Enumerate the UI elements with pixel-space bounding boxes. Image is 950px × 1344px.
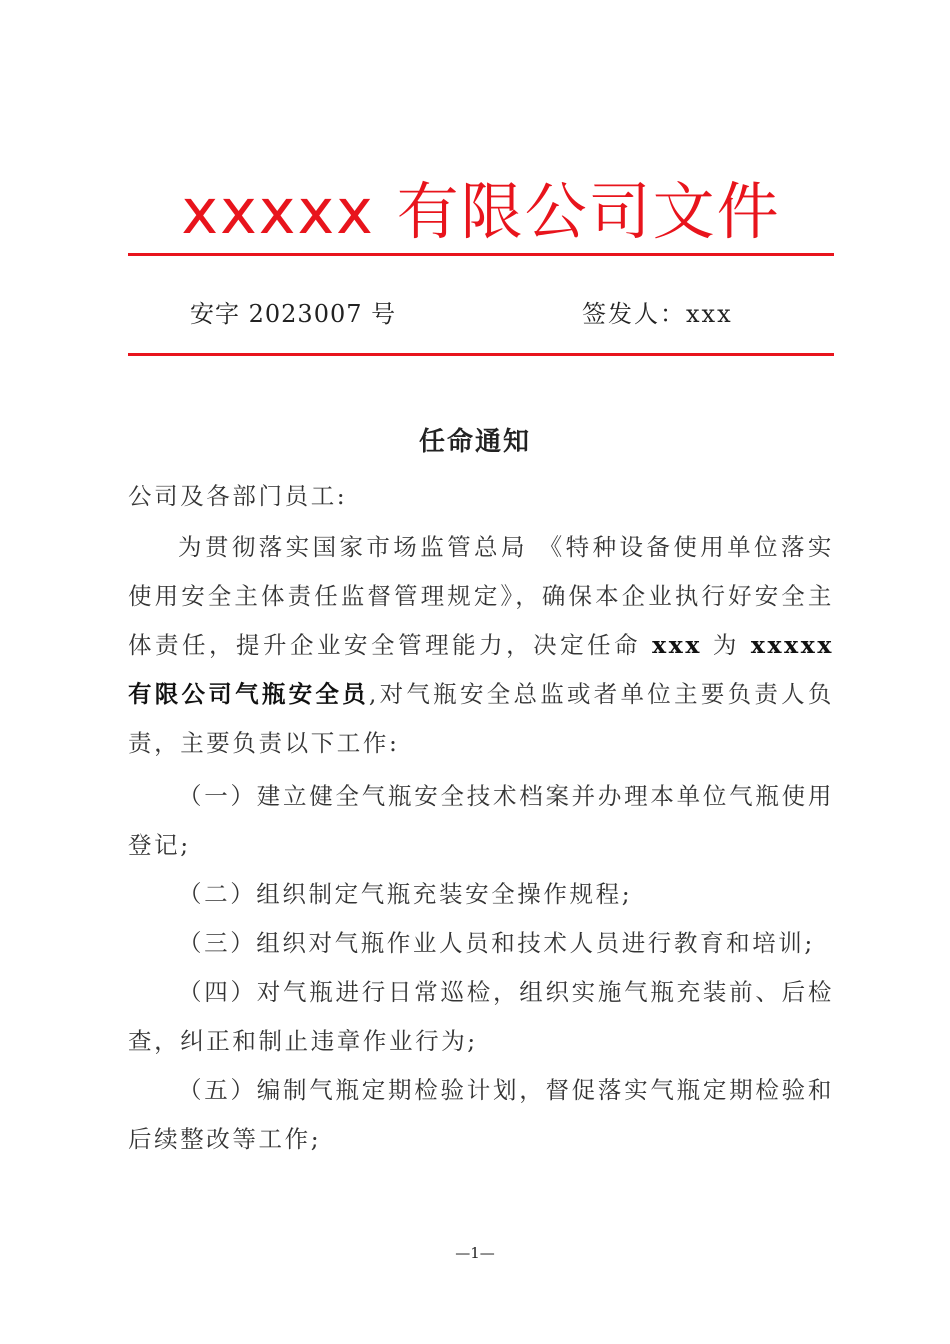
appointment-responsibility: ,对气瓶安全总监或者单位主要负责人负责，主要负责以下工作: xyxy=(128,680,834,757)
duty-item: （一）建立健全气瓶安全技术档案并办理本单位气瓶使用登记; xyxy=(128,782,834,859)
duty-item: （五）编制气瓶定期检验计划，督促落实气瓶定期检验和后续整改等工作; xyxy=(128,1076,834,1153)
header-divider-top xyxy=(128,253,834,256)
duty-item: （二）组织制定气瓶充装安全操作规程; xyxy=(178,880,633,908)
organization-title: xxxxx 有限公司文件 xyxy=(181,175,781,248)
appointed-position: xxxxx 有限公司气瓶安全员 xyxy=(128,631,834,708)
appointee-name: xxx xyxy=(652,631,702,659)
page-number: —1— xyxy=(455,1244,495,1262)
duty-item: （三）组织对气瓶作业人员和技术人员进行教育和培训; xyxy=(178,929,815,957)
issuer: 签发人：xxx xyxy=(582,300,733,328)
header-divider-bottom xyxy=(128,353,834,356)
salutation xyxy=(128,472,834,521)
document-number: 安字 2023007 号 xyxy=(190,300,397,328)
notice-title: 任命通知 xyxy=(418,427,531,457)
appointment-intro: 为贯彻落实国家市场监管总局 《特种设备使用单位落实使用安全主体责任监督管理规定》，确保本企业执行好安全主体责任，提升企业安全管理能力，决定任命 xyxy=(128,533,834,659)
document-meta-row xyxy=(0,296,950,332)
appointment-paragraph xyxy=(128,523,834,768)
appointment-connector: 为 xyxy=(701,631,751,659)
duty-item: （四）对气瓶进行日常巡检，组织实施气瓶充装前、后检查，纠正和制止违章作业行为; xyxy=(128,978,834,1055)
duties-list xyxy=(128,772,834,1164)
appointment-text xyxy=(128,523,834,768)
salutation-text: 公司及各部门员工: xyxy=(128,482,348,510)
